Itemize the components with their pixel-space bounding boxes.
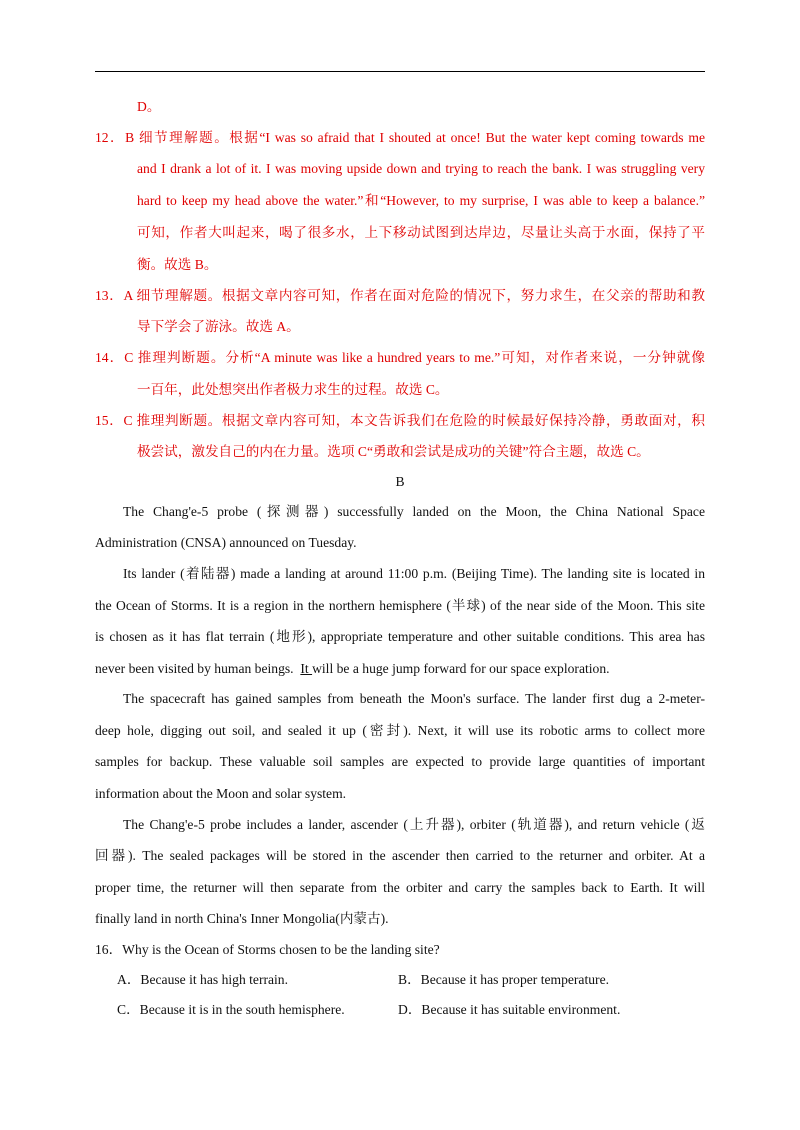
answer-d-line: D。 — [137, 99, 161, 114]
passage-p4-line-4: finally land in north China's Inner Mongolia(内蒙古). — [95, 911, 389, 926]
answer-15-line-1: 15．C 推理判断题。根据文章内容可知，本文告诉我们在危险的时候最好保持冷静，勇敢面对，积 — [95, 413, 705, 428]
passage-p3-line-3: samples for backup. These valuable soil samples are expected to provide large quantities of important — [95, 754, 705, 769]
passage-p4-line-3: proper time, the returner will then separate from the orbiter and carry the samples back to Earth. It will — [95, 880, 705, 895]
answer-12-line-2: and I drank a lot of it. I was moving upside down and trying to reach the bank. I was struggling very — [137, 161, 705, 176]
passage-p4-line-1: The Chang'e-5 probe includes a lander, ascender (上升器), orbiter (轨道器), and return vehicle (返 — [123, 817, 705, 832]
answer-12-line-1: 12．B 细节理解题。根据“I was so afraid that I shouted at once! But the water kept coming towards me — [95, 130, 705, 145]
section-label: B — [395, 474, 405, 489]
answer-12-line-5: 衡。故选 B。 — [137, 257, 218, 272]
passage-p2-line-3: is chosen as it has flat terrain (地形), appropriate temperature and other suitable conditions. This area has — [95, 629, 705, 644]
passage-p1-line-1: The Chang'e-5 probe (探测器) successfully landed on the Moon, the China National Space — [123, 504, 705, 519]
passage-p1-line-2: Administration (CNSA) announced on Tuesday. — [95, 535, 357, 550]
answer-14-line-1: 14．C 推理判断题。分析“A minute was like a hundred years to me.”可知，对作者来说，一分钟就像 — [95, 350, 705, 365]
answer-12-line-3: hard to keep my head above the water.”和“However, to my surprise, I was able to keep a balance.” — [137, 193, 705, 208]
question-16-stem: 16．Why is the Ocean of Storms chosen to be the landing site? — [95, 942, 440, 957]
passage-p3-line-2: deep hole, digging out soil, and sealed it up (密封). Next, it will use its robotic arms to collect more — [95, 723, 705, 738]
passage-p2-line-2: the Ocean of Storms. It is a region in the northern hemisphere (半球) of the near side of the Moon. This site — [95, 598, 705, 613]
passage-p4-line-2: 回器). The sealed packages will be stored in the ascender then carried to the returner and orbiter. At a — [95, 848, 705, 863]
answer-12-line-4: 可知，作者大叫起来，喝了很多水，上下移动试图到达岸边，尽量让头高于水面，保持了平 — [137, 225, 705, 240]
header-rule — [95, 71, 705, 72]
question-16-option-a: A．Because it has high terrain. — [117, 972, 289, 987]
answer-13-line-1: 13．A 细节理解题。根据文章内容可知，作者在面对危险的情况下，努力求生，在父亲的帮助和教 — [95, 288, 705, 303]
answer-13-line-2: 导下学会了游泳。故选 A。 — [137, 319, 300, 334]
question-16-option-d: D．Because it has suitable environment. — [398, 1002, 621, 1017]
question-16-option-b: B．Because it has proper temperature. — [398, 972, 610, 987]
answer-14-line-2: 一百年，此处想突出作者极力求生的过程。故选 C。 — [137, 382, 449, 397]
passage-p2-line-1: Its lander (着陆器) made a landing at around 11:00 p.m. (Beijing Time). The landing site is located in — [123, 566, 705, 581]
passage-p2-line-4-post: will be a huge jump forward for our space exploration. — [312, 661, 610, 676]
question-16-option-c: C．Because it is in the south hemisphere. — [117, 1002, 345, 1017]
passage-p3-line-4: information about the Moon and solar system. — [95, 786, 347, 801]
passage-p2-line-4-pre: never been visited by human beings. — [95, 661, 301, 676]
answer-15-line-2: 极尝试，激发自己的内在力量。选项 C“勇敢和尝试是成功的关键”符合主题，故选 C。 — [137, 444, 650, 459]
underlined-it: It — [300, 661, 313, 676]
passage-p3-line-1: The spacecraft has gained samples from beneath the Moon's surface. The lander first dug a 2-meter- — [123, 691, 705, 706]
passage-p2-line-4 — [95, 659, 610, 679]
